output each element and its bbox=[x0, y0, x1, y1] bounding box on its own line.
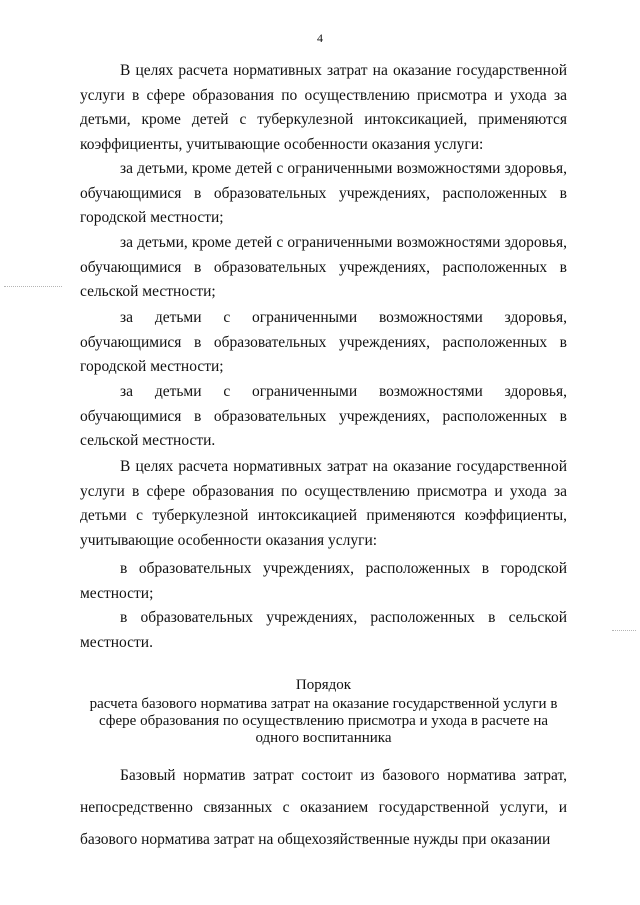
list-item-urban-with-disabilities: за детьми с ограниченными возможностями здоровья, обучающимися в образовательных учреждениях, расположенных в городской местности; bbox=[80, 309, 567, 375]
paragraph-intro-children: В целях расчета нормативных затрат на оказание государственной услуги в сфере образования по осуществлению присмотра и ухода за детьми, кроме детей с туберкулезной интоксикацией, применяются коэффициенты, учитывающие особенности оказания услуги: bbox=[80, 62, 567, 153]
list-item-rural-with-disabilities: за детьми с ограниченными возможностями здоровья, обучающимися в образовательных учреждениях, расположенных в сельской местности. bbox=[80, 383, 567, 449]
section-subheading: расчета базового норматива затрат на оказание государственной услуги в сфере образования по осуществлению присмотра и ухода в расчете на одного воспитанника bbox=[89, 696, 558, 746]
scan-margin-mark bbox=[4, 286, 62, 288]
section-heading: Порядок bbox=[295, 677, 352, 693]
scan-margin-mark bbox=[612, 630, 636, 632]
list-item-urban-without-disabilities: за детьми, кроме детей с ограниченными возможностями здоровья, обучающимися в образовательных учреждениях, расположенных в городской местности; bbox=[80, 160, 567, 226]
list-item-rural: в образовательных учреждениях, расположенных в сельской местности. bbox=[80, 609, 567, 651]
page-number: 4 bbox=[317, 31, 323, 45]
list-item-urban: в образовательных учреждениях, расположенных в городской местности; bbox=[80, 560, 567, 602]
paragraph-intro-tuberculosis: В целях расчета нормативных затрат на оказание государственной услуги в сфере образования по осуществлению присмотра и ухода за детьми с туберкулезной интоксикацией применяются коэффициенты, учитывающие особенности оказания услуги: bbox=[80, 458, 567, 549]
list-item-rural-without-disabilities: за детьми, кроме детей с ограниченными возможностями здоровья, обучающимися в образовательных учреждениях, расположенных в сельской местности; bbox=[80, 234, 567, 300]
paragraph-base-norm: Базовый норматив затрат состоит из базового норматива затрат, непосредственно связанных с оказанием государственной услуги, и базового норматива затрат на общехозяйственные нужды при оказании bbox=[80, 767, 567, 848]
